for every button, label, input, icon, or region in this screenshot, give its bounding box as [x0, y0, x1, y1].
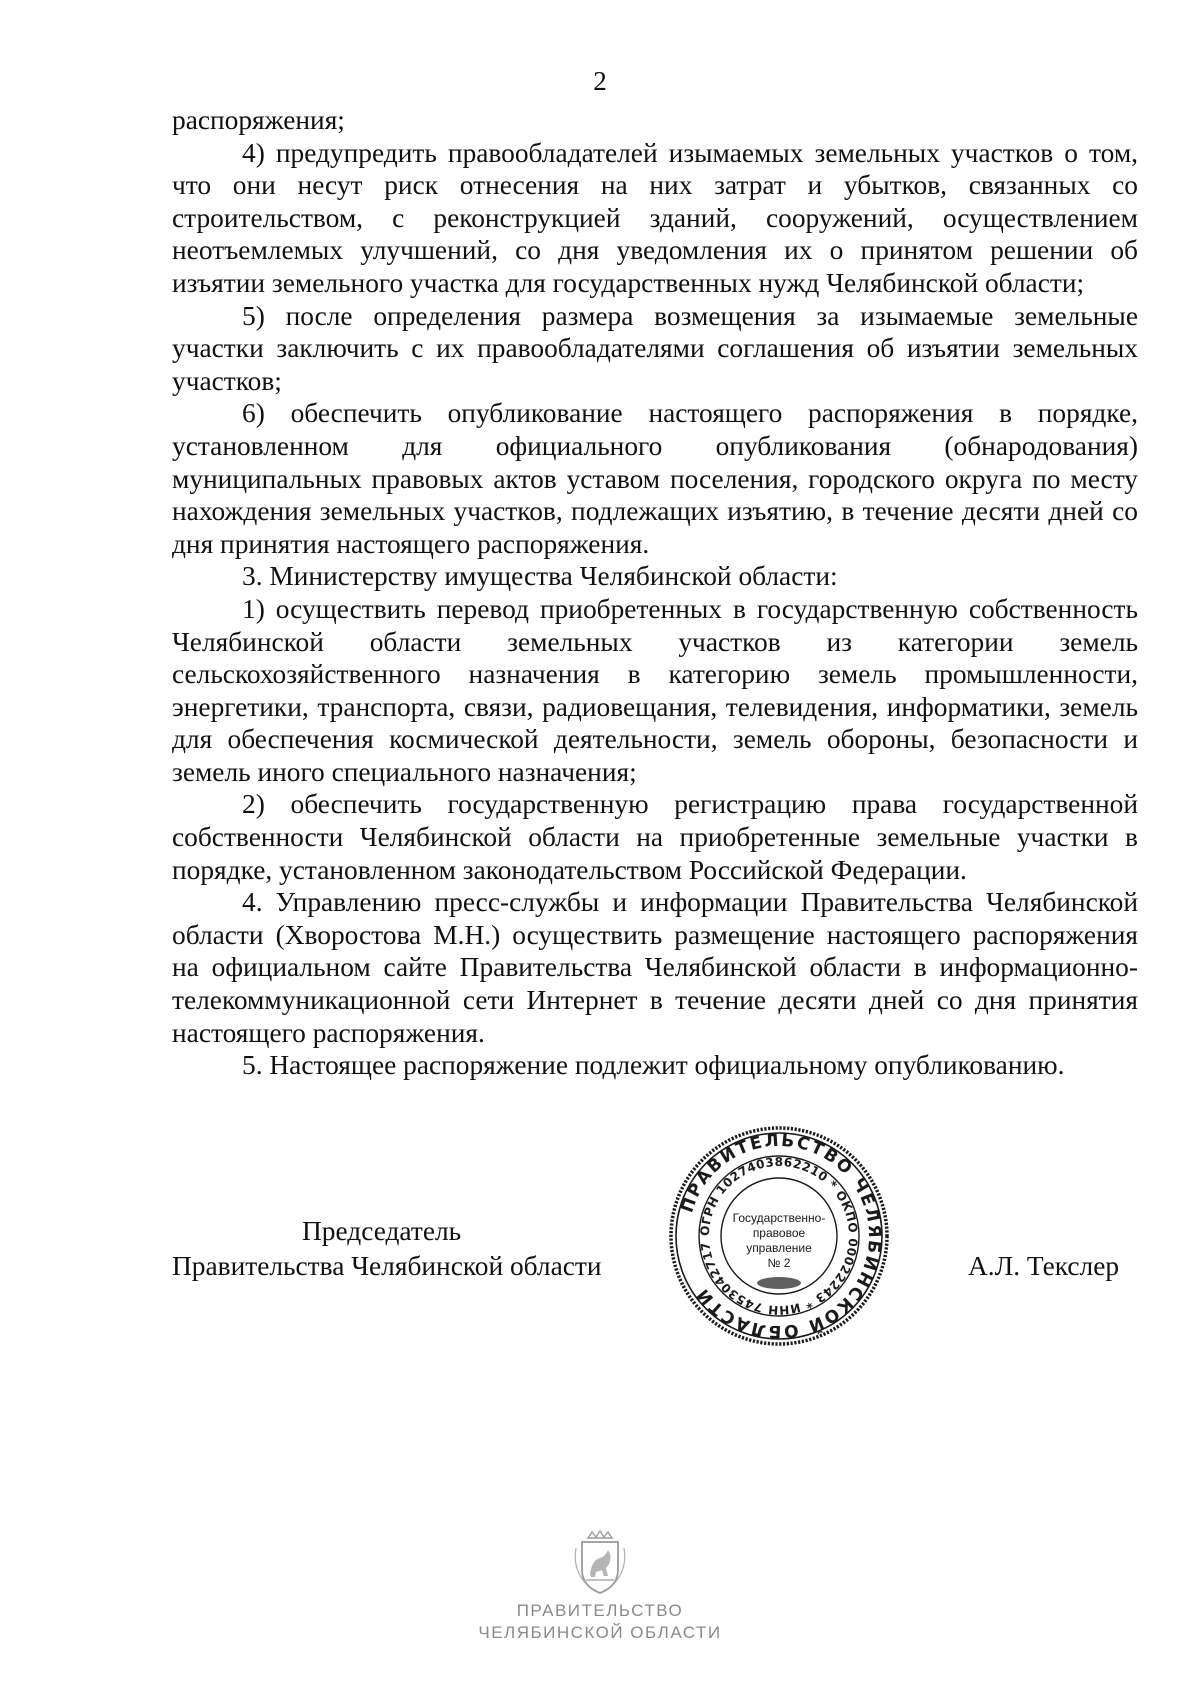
signatory-title: [172, 1214, 632, 1284]
stamp-center-line2: правовое: [752, 1226, 806, 1240]
paragraph-item-2-6: 6) обеспечить опубликование настоящего распоряжения в порядке, установленном для официального опубликования (обнародования) муниципальных правовых актов уставом поселения, городского округа по месту нахождения земельных участков, подлежащих изъятию, в течение десяти дней со дня принятия настоящего распоряжения.: [172, 398, 1138, 559]
paragraph-item-2-4: 4) предупредить правообладателей изымаемых земельных участков о том, что они несут риск отнесения на них затрат и убытков, связанных со строительством, с реконструкцией зданий, сооружений, осуществлением неотъемлемых улучшений, со дня уведомления их о принятом решении об изъятии земельного участка для государственных нужд Челябинской области;: [172, 137, 1138, 298]
paragraph-item-3-1: 1) осуществить перевод приобретенных в государственную собственность Челябинской области земельных участков из категории земель сельскохозяйственного назначения в категорию земель промышленности, энергетики, транспорта, связи, радиовещания, телевидения, информатики, земель для обеспечения космической деятельности, земель обороны, безопасности и земель иного специального назначения;: [172, 593, 1138, 787]
paragraph-section-5: 5. Настоящее распоряжение подлежит официальному опубликованию.: [242, 1050, 1065, 1081]
document-body: [172, 104, 1138, 1082]
paragraph-item-2-5: 5) после определения размера возмещения за изымаемые земельные участки заключить с их правообладателями соглашения об изъятии земельных участков;: [172, 300, 1138, 396]
footer-line2: ЧЕЛЯБИНСКОЙ ОБЛАСТИ: [478, 1623, 722, 1642]
official-stamp-icon: [668, 1125, 890, 1347]
stamp-outer-text: ПРАВИТЕЛЬСТВО ЧЕЛЯБИНСКОЙ ОБЛАСТИ: [677, 1130, 885, 1342]
stamp-center-line4: № 2: [767, 1256, 791, 1270]
stamp-middle-text: ОГРН 1027403862210 * ОКПО 00022243 * ИНН 7453042717: [697, 1154, 861, 1318]
stamp-center-line1: Государственно-: [732, 1211, 826, 1225]
page-number: 2: [593, 66, 607, 96]
paragraph-section-3: 3. Министерству имущества Челябинской области:: [242, 561, 838, 592]
signatory-name: А.Л. Текслер: [968, 1251, 1120, 1281]
paragraph-continuation: распоряжения;: [172, 105, 345, 135]
footer-line1: ПРАВИТЕЛЬСТВО: [516, 1601, 684, 1620]
stamp-center-line3: управление: [746, 1241, 812, 1255]
signatory-title-line1: Председатель: [302, 1216, 462, 1246]
chelyabinsk-coat-of-arms-icon: [570, 1530, 630, 1596]
paragraph-item-3-2: 2) обеспечить государственную регистрацию права государственной собственности Челябинской области на приобретенные земельные участки в порядке, установленном законодательством Российской Федерации.: [172, 789, 1138, 885]
footer-organization: [0, 1600, 1200, 1644]
paragraph-section-4: 4. Управлению пресс-службы и информации Правительства Челябинской области (Хворостова М.Н.) осуществить размещение настоящего распоряжения на официальном сайте Правительства Челябинской области в информационно-телекоммуникационной сети Интернет в течение десяти дней со дня принятия настоящего распоряжения.: [172, 887, 1138, 1048]
signatory-title-line2: Правительства Челябинской области: [172, 1251, 602, 1281]
